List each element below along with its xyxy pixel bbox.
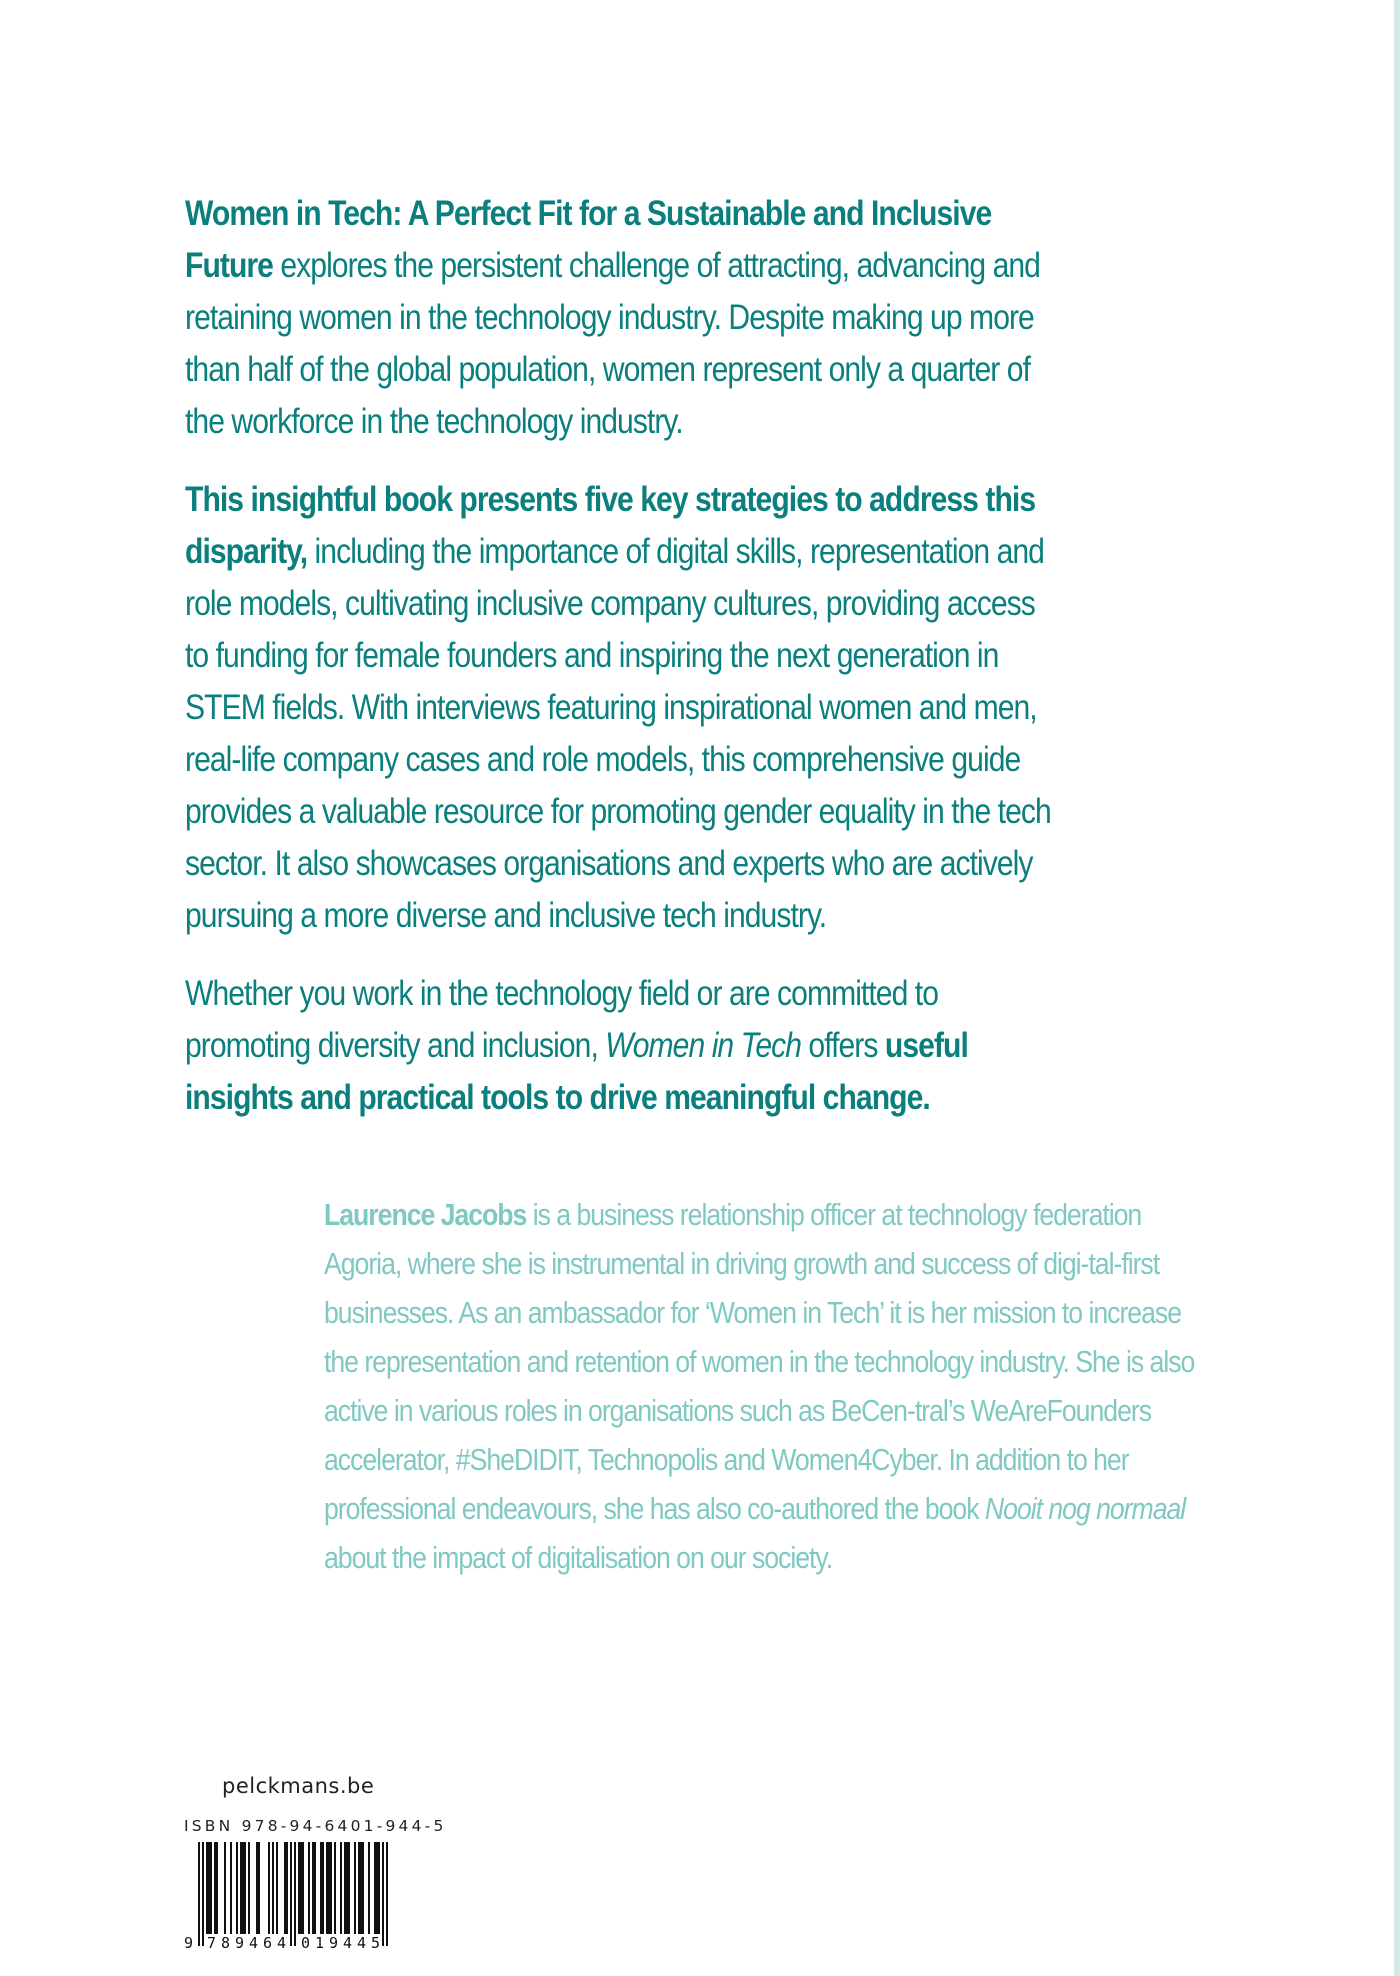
barcode-bar: [256, 1842, 258, 1934]
description-paragraph-1: [185, 188, 1054, 448]
barcode-bar: [340, 1842, 342, 1934]
author-bio-text-b: about the impact of digitalisation on our society.: [324, 1540, 833, 1575]
barcode-bar: [322, 1842, 324, 1934]
barcode-bar: [268, 1842, 270, 1934]
barcode-digit: 6: [263, 1934, 273, 1950]
cover-edge-strip: [1394, 0, 1400, 1976]
book-title: Women in Tech: A Perfect Fit for a Sustainable and Inclusive Future: [185, 194, 992, 285]
description-text-3a: Whether you work in the technology field or are committed to promoting diversity and inclusion,: [185, 974, 938, 1065]
publisher-website: pelckmans.be: [222, 1774, 375, 1798]
barcode-bar: [378, 1842, 380, 1934]
barcode-digit: 4: [277, 1934, 287, 1950]
barcode-bar: [258, 1842, 260, 1934]
author-name: Laurence Jacobs: [324, 1197, 527, 1232]
barcode-bar: [202, 1842, 204, 1946]
barcode-bar: [216, 1842, 218, 1934]
barcode-bar: [312, 1842, 314, 1934]
barcode-digit: 9: [329, 1934, 339, 1950]
barcode-bar: [208, 1842, 210, 1934]
isbn-label: ISBN 978-94-6401-944-5: [184, 1817, 447, 1835]
barcode-bar: [382, 1842, 384, 1946]
barcode-digit: 9: [184, 1934, 194, 1950]
barcode-bar: [240, 1842, 242, 1934]
barcode-bar: [230, 1842, 232, 1934]
barcode-digit: 7: [207, 1934, 217, 1950]
barcode-bar: [272, 1842, 274, 1934]
barcode-bar: [346, 1842, 348, 1934]
barcode-digit: 5: [371, 1934, 381, 1950]
barcode-bar: [344, 1842, 346, 1934]
barcode-bar: [206, 1842, 208, 1934]
description-text-3b: offers: [801, 1026, 885, 1065]
barcode-digit: 8: [221, 1934, 231, 1950]
barcode-bar: [302, 1842, 304, 1934]
barcode-bar: [362, 1842, 364, 1934]
barcode-bar: [360, 1842, 362, 1934]
barcode-bar: [224, 1842, 226, 1934]
barcode-bar: [298, 1842, 300, 1934]
barcode-digit: 9: [235, 1934, 245, 1950]
barcode-bar: [354, 1842, 356, 1934]
barcode-bar: [290, 1842, 292, 1946]
barcode-digit: 0: [301, 1934, 311, 1950]
barcode-bar: [294, 1842, 296, 1946]
barcode-bar: [214, 1842, 216, 1934]
description-text-2: including the importance of digital skills, representation and role models, cultivating inclusive company cultures, providing access to funding for female founders and inspiring the next generation in STEM fields. With interviews featuring inspirational women and men, real-life company cases and role models, this comprehensive guide provides a valuable resource for promoting gender equality in the tech sector. It also showcases organisations and experts who are actively pursuing a more diverse and inclusive tech industry.: [185, 532, 1051, 935]
description-paragraph-2: [185, 474, 1054, 942]
barcode-bar: [334, 1842, 336, 1934]
barcode-bar: [368, 1842, 370, 1934]
barcode-bar: [244, 1842, 246, 1934]
barcode-bar: [248, 1842, 250, 1934]
barcode-bar: [276, 1842, 278, 1934]
barcode-digit: 4: [249, 1934, 259, 1950]
barcode-bar: [314, 1842, 316, 1934]
book-description: [185, 188, 1217, 1150]
barcode-bar: [348, 1842, 350, 1934]
book-title-italic: Women in Tech: [605, 1026, 802, 1065]
barcode-bar: [286, 1842, 288, 1934]
coauthored-book-title: Nooit nog normaal: [984, 1491, 1186, 1526]
barcode-bar: [386, 1842, 388, 1946]
barcode-bar: [374, 1842, 376, 1934]
barcode-bar: [376, 1842, 378, 1934]
barcode-bar: [330, 1842, 332, 1934]
isbn-barcode: [184, 1842, 420, 1950]
description-paragraph-3: [185, 968, 1054, 1124]
barcode-digit: 4: [357, 1934, 367, 1950]
barcode-bar: [320, 1842, 322, 1934]
barcode-bar: [236, 1842, 238, 1934]
closing-highlight: useful insights and practical tools to drive meaningful change.: [185, 1026, 968, 1117]
barcode-digit: 1: [315, 1934, 325, 1950]
barcode-bar: [328, 1842, 330, 1934]
barcode-bar: [326, 1842, 328, 1934]
description-text-1: explores the persistent challenge of attracting, advancing and retaining women in the technology industry. Despite making up more than half of the global population, women represent only a quarter of the workforce in the technology industry.: [185, 246, 1040, 441]
barcode-bar: [308, 1842, 310, 1934]
barcode-bar: [242, 1842, 244, 1934]
author-bio-text-a: is a business relationship officer at technology federation Agoria, where she is instrumental in driving growth and success of digi-tal-first businesses. As an ambassador for ‘Women in Tech’ it is her mission to increase the representation and retention of women in the technology industry. She is also active in various roles in organisations such as BeCen-tral’s WeAreFounders accelerator, #SheDIDIT, Technopolis and Women4Cyber. In addition to her professional endeavours, she has also co-authored the book: [324, 1197, 1195, 1526]
author-bio: [324, 1190, 1201, 1582]
barcode-bar: [198, 1842, 200, 1946]
barcode-bar: [210, 1842, 212, 1934]
barcode-bar: [284, 1842, 286, 1934]
key-strategies-heading: This insightful book presents five key strategies to address this disparity,: [185, 480, 1036, 571]
barcode-bar: [300, 1842, 302, 1934]
barcode-bar: [358, 1842, 360, 1934]
barcode-digit: 4: [343, 1934, 353, 1950]
